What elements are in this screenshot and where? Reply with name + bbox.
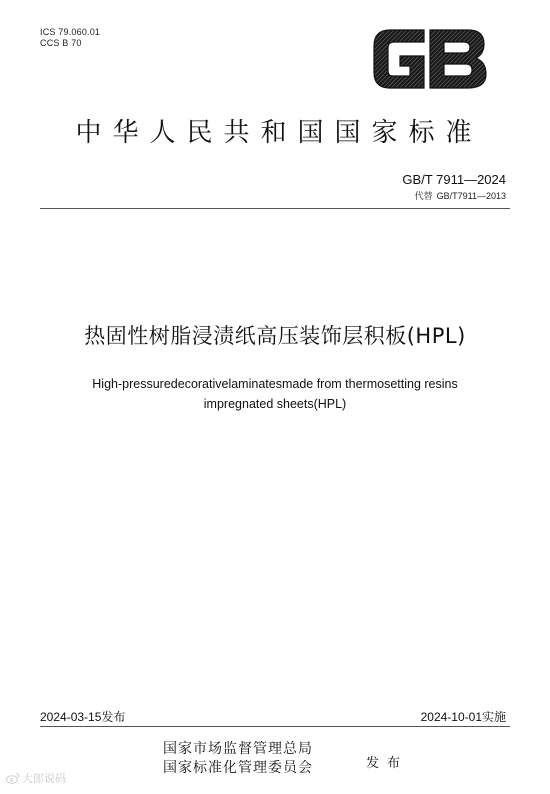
document-title-en-line2: impregnated sheets(HPL) [203,397,347,411]
implementation-date: 2024-10-01实施 [420,710,506,724]
logo-text: GB [368,26,370,27]
standard-number: GB/T 7911—2024 [402,172,506,187]
document-title-cn: 热固性树脂浸渍纸高压装饰层积板(HPL) [84,324,466,348]
publish-label: 发布 [366,756,409,771]
top-divider [40,208,510,209]
replaces-number: GB/T7911—2013 [436,191,506,201]
issuing-authorities [163,740,313,778]
gb-logo [368,26,490,92]
watermark [6,770,66,786]
issuer-samr: 国家市场监督管理总局 [163,741,313,757]
document-title-en [0,374,550,414]
weibo-icon [6,772,20,784]
ics-ccs-codes [40,27,100,49]
replaces-line [415,189,506,202]
issuer-sac: 国家标准化管理委员会 [163,760,313,776]
ccs-code: CCS B 70 [40,38,82,48]
watermark-text: 大郎说码 [22,773,66,785]
bottom-divider [40,726,510,727]
replaces-label: 代替 [414,191,433,201]
document-title-en-line1: High-pressuredecorativelaminatesmade from thermosetting resins [92,377,458,391]
issue-date: 2024-03-15发布 [40,710,126,724]
ics-code: ICS 79.060.01 [40,27,101,37]
national-standard-title: 中华人民共和国国家标准 [75,118,483,148]
